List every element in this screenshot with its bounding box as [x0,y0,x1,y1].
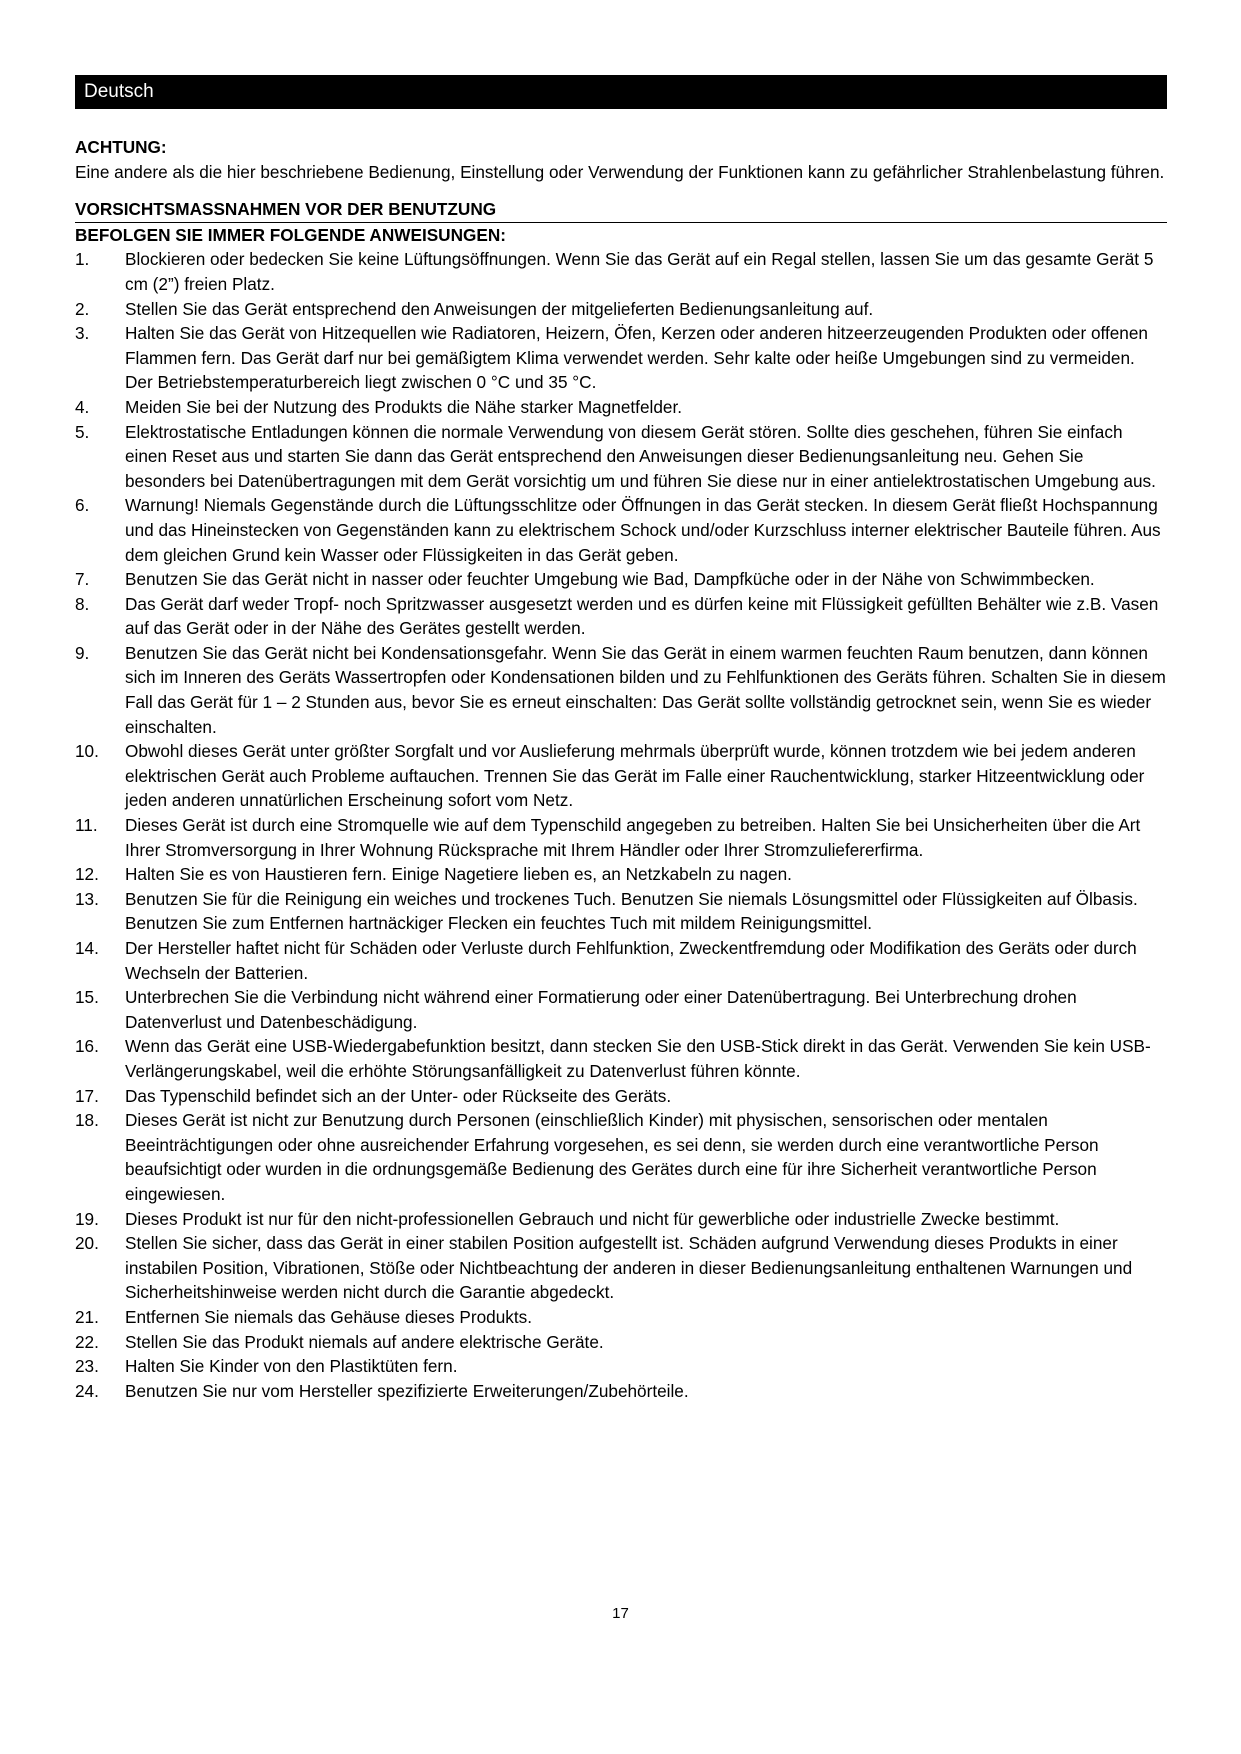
list-item [75,862,1167,887]
instructions-list [75,247,1167,1403]
item-text: Halten Sie das Gerät von Hitzequellen wie Radiatoren, Heizern, Öfen, Kerzen oder anderen hitzeerzeugenden Produkten oder offenen Flammen fern. Das Gerät darf nur bei gemäßigtem Klima verwendet werden. Sehr kalte oder heiße Umgebungen sind zu vermeiden. Der Betriebstemperaturbereich liegt zwischen 0 °C und 35 °C. [125,323,1148,393]
item-text: Stellen Sie das Gerät entsprechend den Anweisungen der mitgelieferten Bedienungsanleitung auf. [125,298,874,319]
list-item [75,395,1167,420]
item-number: 19. [75,1208,99,1229]
item-text: Dieses Gerät ist durch eine Stromquelle wie auf dem Typenschild angegeben zu betreiben. Halten Sie bei Unsicherheiten über die Art Ihrer Stromversorgung in Ihrer Wohnung Rücksprache mit Ihrem Händler oder Ihrer Stromzuliefererfirma. [125,815,1141,860]
item-number: 10. [75,741,99,762]
list-item [75,1207,1167,1232]
item-text: Benutzen Sie für die Reinigung ein weiches und trockenes Tuch. Benutzen Sie niemals Lösungsmittel oder Flüssigkeiten auf Ölbasis. Benutzen Sie zum Entfernen hartnäckiger Flecken ein feuchtes Tuch mit mildem Reinigungsmittel. [125,888,1138,934]
item-number: 2. [75,298,90,319]
list-item [75,297,1167,322]
item-text: Dieses Gerät ist nicht zur Benutzung durch Personen (einschließlich Kinder) mit physischen, sensorischen oder mentalen Beeinträchtigungen oder ohne ausreichender Erfahrung vorgesehen, es sei denn, sie werden durch eine verantwortliche Person beaufsichtigt oder wurden in die ordnungsgemäße Bedienung des Gerätes durch eine für ihre Sicherheit verantwortliche Person eingewiesen. [125,1110,1099,1204]
item-text: Benutzen Sie nur vom Hersteller spezifizierte Erweiterungen/Zubehörteile. [125,1380,689,1401]
list-item [75,1330,1167,1355]
item-text: Das Typenschild befindet sich an der Unter- oder Rückseite des Geräts. [125,1085,672,1106]
item-text: Warnung! Niemals Gegenstände durch die Lüftungsschlitze oder Öffnungen in das Gerät stecken. In diesem Gerät fließt Hochspannung und das Hineinstecken von Gegenständen kann zu elektrischem Schock und/oder Kurzschluss interner elektrischer Bauteile führen. Aus dem gleichen Grund kein Wasser oder Flüssigkeiten in das Gerät geben. [125,495,1161,565]
item-text: Benutzen Sie das Gerät nicht bei Kondensationsgefahr. Wenn Sie das Gerät in einem warmen feuchten Raum benutzen, dann können sich im Inneren des Geräts Wassertropfen oder Kondensationen bilden und zu Fehlfunktionen des Geräts führen. Schalten Sie in diesem Fall das Gerät für 1 – 2 Stunden aus, bevor Sie es erneut einschalten: Das Gerät sollte vollständig getrocknet sein, wenn Sie es wieder einschalten. [125,642,1166,737]
item-number: 18. [75,1110,99,1131]
instructions-subheading: BEFOLGEN SIE IMMER FOLGENDE ANWEISUNGEN: [75,224,506,245]
item-number: 12. [75,864,99,885]
item-text: Elektrostatische Entladungen können die normale Verwendung von diesem Gerät stören. Sollte dies geschehen, führen Sie einfach einen Reset aus und starten Sie dann das Gerät entsprechend den Anweisungen dieser Bedienungsanleitung neu. Gehen Sie besonders bei Datenübertragungen mit dem Gerät vorsichtig um und führen Sie diese nur in einer antielektrostatischen Umgebung aus. [125,421,1156,491]
item-text: Das Gerät darf weder Tropf- noch Spritzwasser ausgesetzt werden und es dürfen keine mit Flüssigkeit gefüllten Behälter wie z.B. Vasen auf das Gerät oder in der Nähe des Gerätes gestellt werden. [125,593,1159,639]
item-text: Unterbrechen Sie die Verbindung nicht während einer Formatierung oder einer Datenübertragung. Bei Unterbrechung drohen Datenverlust und Datenbeschädigung. [125,987,1077,1032]
item-text: Blockieren oder bedecken Sie keine Lüftungsöffnungen. Wenn Sie das Gerät auf ein Regal stellen, lassen Sie um das gesamte Gerät 5 cm (2”) freien Platz. [125,249,1154,294]
list-item [75,1354,1167,1379]
list-item [75,1379,1167,1404]
warning-text: Eine andere als die hier beschriebene Bedienung, Einstellung oder Verwendung der Funktionen kann zu gefährlicher Strahlenbelastung führen. [75,161,1165,182]
list-item [75,493,1167,567]
item-text: Meiden Sie bei der Nutzung des Produkts die Nähe starker Magnetfelder. [125,396,682,417]
language-header-bar [75,75,1167,109]
item-number: 20. [75,1233,99,1254]
item-number: 1. [75,249,90,270]
warning-heading: ACHTUNG: [75,137,167,157]
list-item [75,420,1167,494]
item-number: 5. [75,421,90,442]
list-item [75,1231,1167,1305]
item-text: Stellen Sie das Produkt niemals auf andere elektrische Geräte. [125,1331,604,1352]
item-number: 6. [75,495,90,516]
item-number: 9. [75,642,90,663]
item-text: Der Hersteller haftet nicht für Schäden oder Verluste durch Fehlfunktion, Zweckentfremdung oder Modifikation des Geräts oder durch Wechseln der Batterien. [125,938,1137,983]
list-item [75,1084,1167,1109]
list-item [75,592,1167,641]
item-number: 16. [75,1036,99,1057]
page-number: 17 [612,1605,629,1622]
list-item [75,739,1167,813]
item-number: 4. [75,396,90,417]
item-text: Wenn das Gerät eine USB-Wiedergabefunktion besitzt, dann stecken Sie den USB-Stick direkt in das Gerät. Verwenden Sie kein USB-Verlängerungskabel, weil die erhöhte Störungsanfälligkeit zu Datenverlust führen könnte. [125,1036,1151,1081]
item-text: Dieses Produkt ist nur für den nicht-professionellen Gebrauch und nicht für gewerbliche oder industrielle Zwecke bestimmt. [125,1208,1060,1229]
item-number: 21. [75,1306,99,1327]
language-label: Deutsch [84,81,154,102]
item-number: 3. [75,323,90,344]
item-text: Entfernen Sie niemals das Gehäuse dieses Produkts. [125,1306,533,1327]
item-text: Benutzen Sie das Gerät nicht in nasser oder feuchter Umgebung wie Bad, Dampfküche oder in der Nähe von Schwimmbecken. [125,569,1095,590]
list-item [75,567,1167,592]
list-item [75,936,1167,985]
item-text: Obwohl dieses Gerät unter größter Sorgfalt und vor Auslieferung mehrmals überprüft wurde, können trotzdem wie bei jedem anderen elektrischen Gerät auch Probleme auftauchen. Trennen Sie das Gerät im Falle einer Rauchentwicklung, starker Hitzeentwicklung oder jeden anderen unnatürlichen Erscheinung sofort vom Netz. [125,741,1145,811]
item-number: 22. [75,1331,99,1352]
list-item [75,247,1167,296]
list-item [75,321,1167,395]
list-item [75,1034,1167,1083]
item-text: Stellen Sie sicher, dass das Gerät in einer stabilen Position aufgestellt ist. Schäden aufgrund Verwendung dieses Produkts in einer instabilen Position, Vibrationen, Stöße oder Nichtbeachtung der anderen in dieser Bedienungsanleitung enthaltenen Warnungen und Sicherheitshinweise werden nicht durch die Garantie abgedeckt. [125,1233,1133,1303]
item-text: Halten Sie Kinder von den Plastiktüten fern. [125,1356,458,1377]
list-item [75,1305,1167,1330]
list-item [75,813,1167,862]
item-text: Halten Sie es von Haustieren fern. Einige Nagetiere lieben es, an Netzkabeln zu nagen. [125,864,792,885]
item-number: 15. [75,987,99,1008]
item-number: 17. [75,1085,99,1106]
list-item [75,985,1167,1034]
document-body [75,135,1167,1403]
list-item [75,887,1167,936]
item-number: 23. [75,1356,99,1377]
item-number: 11. [75,815,98,836]
list-item [75,641,1167,739]
item-number: 7. [75,569,90,590]
item-number: 13. [75,888,99,909]
item-number: 14. [75,938,99,958]
section-title: VORSICHTSMASSNAHMEN VOR DER BENUTZUNG [75,197,1167,223]
item-number: 8. [75,593,90,614]
list-item [75,1108,1167,1206]
item-number: 24. [75,1380,99,1401]
